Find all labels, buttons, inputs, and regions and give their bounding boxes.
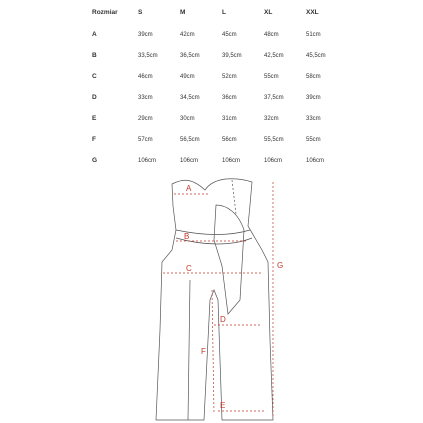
label-b: B	[184, 232, 190, 241]
table-cell: 39,5cm	[222, 52, 242, 59]
header-l: L	[222, 8, 226, 16]
table-cell: 30cm	[180, 115, 195, 122]
table-cell: 55cm	[264, 73, 279, 80]
table-cell: 52cm	[222, 73, 237, 80]
table-cell: 56,5cm	[180, 136, 200, 143]
table-cell: 39cm	[138, 31, 153, 38]
table-cell: 33,5cm	[138, 52, 158, 59]
leg-split	[188, 280, 190, 420]
label-f: F	[201, 347, 206, 356]
table-cell: 32cm	[264, 115, 279, 122]
table-cell: 34,5cm	[180, 94, 200, 101]
jumpsuit-outline	[156, 179, 273, 420]
header-xxl: XXL	[306, 8, 319, 16]
row-label: B	[92, 52, 97, 59]
table-cell: 57cm	[138, 136, 153, 143]
label-d: D	[220, 315, 226, 324]
table-cell: 45cm	[222, 31, 237, 38]
table-cell: 37,5cm	[264, 94, 284, 101]
row-label: E	[92, 115, 97, 122]
table-cell: 58cm	[306, 73, 321, 80]
measure-line-f	[212, 290, 214, 414]
sash-drape	[214, 205, 244, 314]
table-cell: 56cm	[222, 136, 237, 143]
header-s: S	[138, 8, 143, 16]
row-label: A	[92, 31, 97, 38]
header-m: M	[180, 8, 186, 16]
table-cell: 55cm	[306, 136, 321, 143]
row-label: G	[92, 157, 98, 164]
table-cell: 106cm	[138, 157, 157, 164]
table-cell: 55,5cm	[264, 136, 284, 143]
table-cell: 39cm	[306, 94, 321, 101]
table-cell: 33cm	[306, 115, 321, 122]
table-cell: 31cm	[222, 115, 237, 122]
label-a: A	[186, 184, 192, 193]
label-g: G	[277, 261, 284, 270]
table-cell: 29cm	[138, 115, 153, 122]
table-cell: 106cm	[222, 157, 241, 164]
table-cell: 49cm	[180, 73, 195, 80]
row-label: D	[92, 94, 97, 101]
table-cell: 45,5cm	[306, 52, 326, 59]
row-label: C	[92, 73, 97, 80]
label-c: C	[186, 264, 192, 273]
table-cell: 46cm	[138, 73, 153, 80]
table-cell: 106cm	[180, 157, 199, 164]
table-cell: 48cm	[264, 31, 279, 38]
header-rozmiar: Rozmiar	[92, 8, 118, 16]
row-label: F	[92, 136, 96, 143]
table-cell: 106cm	[306, 157, 325, 164]
header-xl: XL	[264, 8, 273, 16]
neck-dash	[232, 180, 236, 214]
table-cell: 106cm	[264, 157, 283, 164]
table-cell: 36cm	[222, 94, 237, 101]
table-cell: 51cm	[306, 31, 321, 38]
table-cell: 36,5cm	[180, 52, 200, 59]
table-cell: 33cm	[138, 94, 153, 101]
table-cell: 42cm	[180, 31, 195, 38]
label-e: E	[220, 401, 226, 410]
table-cell: 42,5cm	[264, 52, 284, 59]
